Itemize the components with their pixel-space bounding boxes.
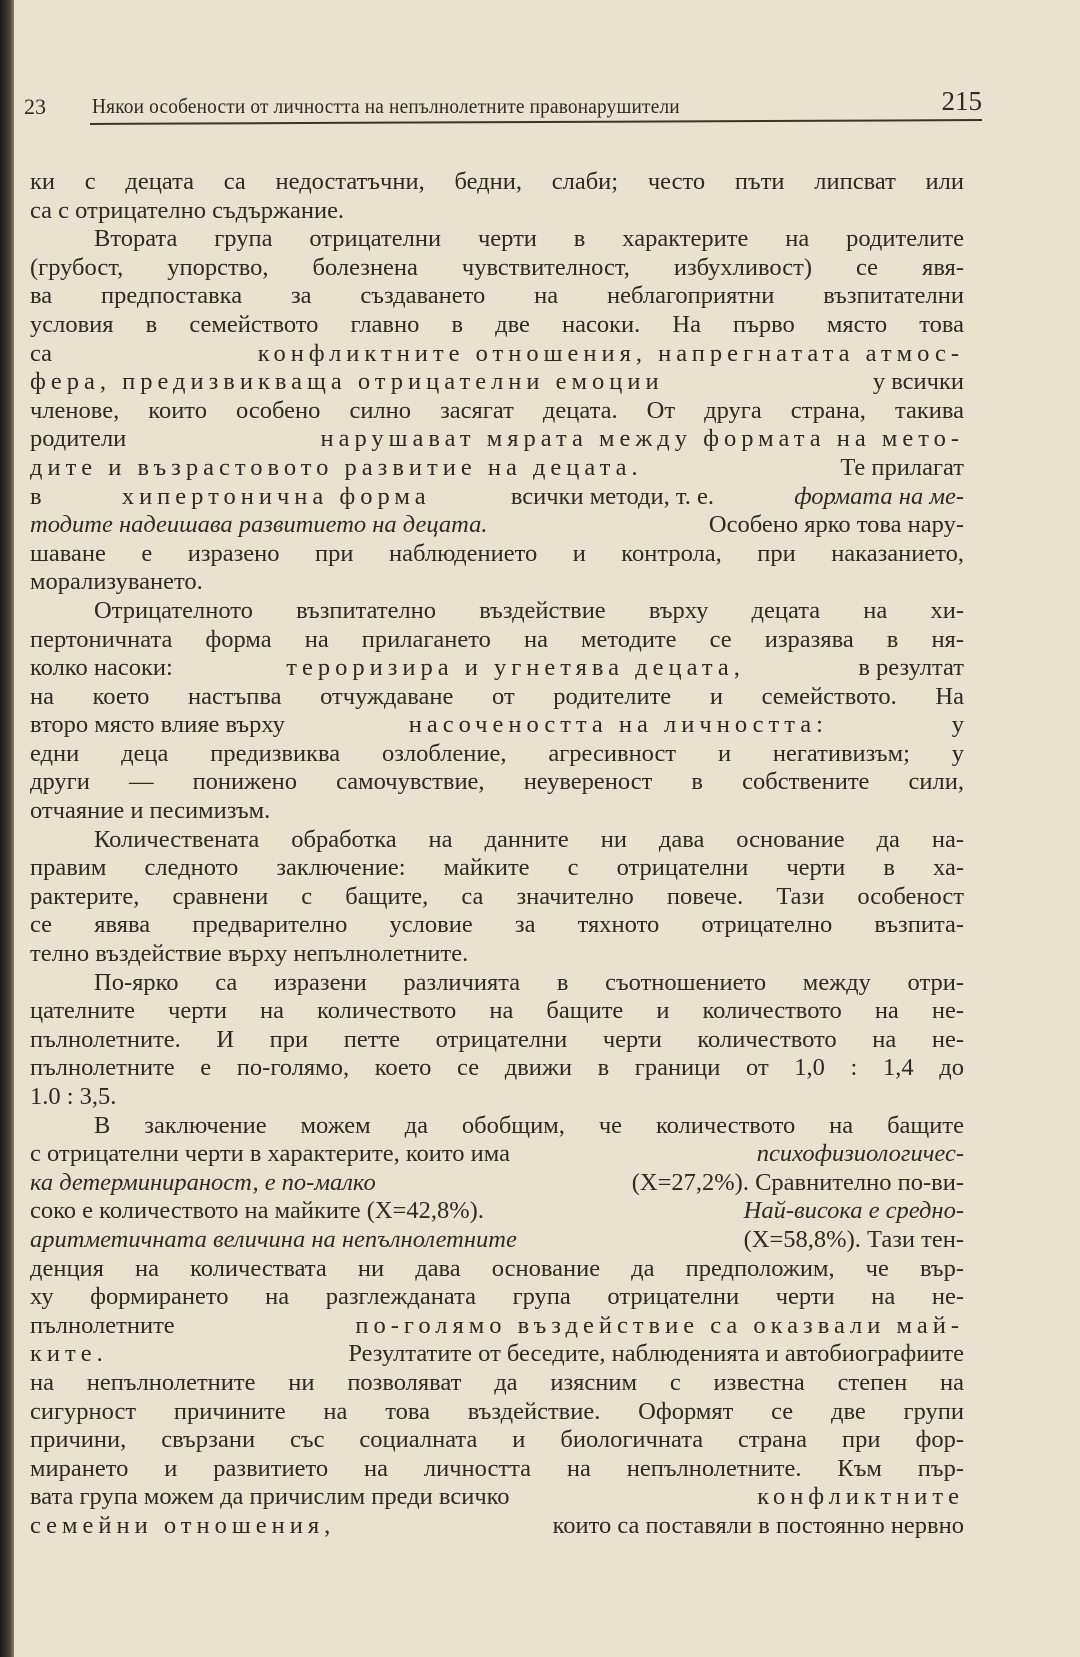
text-segment: По-ярко са изразени различията в съотношението между отри- bbox=[94, 968, 964, 996]
text-segment: пълнолетните bbox=[30, 1311, 181, 1339]
text-segment: телно въздействие върху непълнолетните. bbox=[30, 940, 469, 968]
text-segment: други — понижено самочувствие, неувереност в собствените сили, bbox=[30, 768, 964, 796]
text-line bbox=[30, 969, 964, 998]
text-line bbox=[30, 454, 964, 483]
text-line bbox=[30, 483, 964, 512]
text-segment: денция на количествата ни дава основание да предположим, че вър- bbox=[30, 1254, 964, 1282]
text-segment: у bbox=[945, 711, 964, 739]
text-line bbox=[30, 883, 964, 912]
text-line bbox=[30, 797, 964, 826]
text-segment: пертоничната форма на прилагането на методите се изразява в ня- bbox=[30, 625, 964, 653]
text-segment: (X=27,2%). Сравнително по-ви- bbox=[625, 1168, 964, 1196]
text-segment: условия в семейството главно в две насоки. На първо място това bbox=[30, 310, 964, 338]
text-line bbox=[30, 425, 964, 454]
text-line bbox=[30, 940, 964, 969]
text-segment: които са поставяли в постоянно нервно bbox=[546, 1511, 964, 1539]
text-segment: членове, които особено силно засягат децата. От друга страна, такива bbox=[30, 396, 964, 424]
text-line bbox=[30, 568, 964, 597]
spaced-emphasis-segment: ките. bbox=[30, 1340, 108, 1368]
spaced-emphasis-segment: фера, предизвикваща отрицателни емоции bbox=[30, 368, 664, 396]
text-line bbox=[30, 368, 964, 397]
text-line bbox=[30, 311, 964, 340]
text-line bbox=[30, 1483, 964, 1512]
text-segment: родители bbox=[30, 425, 133, 453]
text-segment: правим следното заключение: майките с отрицателни черти в ха- bbox=[30, 854, 964, 882]
text-segment: у всички bbox=[866, 368, 964, 396]
text-line bbox=[30, 768, 964, 797]
text-line bbox=[30, 826, 964, 855]
text-segment: В заключение можем да обобщим, че количеството на бащите bbox=[94, 1111, 964, 1139]
text-segment: (X=58,8%). Тази тен- bbox=[737, 1225, 964, 1253]
text-segment: пълнолетните. И при петте отрицателни черти количеството на не- bbox=[30, 1025, 964, 1053]
text-line bbox=[30, 1312, 964, 1341]
text-segment: причини, свързани със социалната и биологичната страна при фор- bbox=[30, 1426, 964, 1454]
text-segment: отчаяние и песимизъм. bbox=[30, 797, 271, 825]
text-line bbox=[30, 540, 964, 569]
text-segment: се явява предварително условие за тяхното отрицателно възпита- bbox=[30, 911, 964, 939]
running-header bbox=[24, 86, 982, 122]
text-segment: ва предпоставка за създаването на неблагоприятни възпитателни bbox=[30, 282, 964, 310]
text-line bbox=[30, 1369, 964, 1398]
text-segment: цателните черти на количеството на бащите и количеството на не- bbox=[30, 997, 964, 1025]
spaced-emphasis-segment: дите и възрастовото развитие на децата. bbox=[30, 453, 643, 481]
spaced-emphasis-segment: конфликтните bbox=[757, 1483, 964, 1511]
text-segment: Те прилагат bbox=[834, 453, 964, 481]
text-segment: с отрицателни черти в характерите, които има bbox=[30, 1140, 517, 1168]
text-line bbox=[30, 511, 964, 540]
text-line bbox=[30, 1112, 964, 1141]
text-line bbox=[30, 597, 964, 626]
text-segment: Отрицателното възпитателно въздействие върху децата на хи- bbox=[94, 596, 964, 624]
spaced-emphasis-segment: насочеността на личността: bbox=[408, 711, 828, 739]
spaced-emphasis-segment: тероризира и угнетява децата, bbox=[286, 654, 745, 682]
text-segment: са bbox=[30, 339, 59, 367]
italic-segment: ка детерминираност, е по-малко bbox=[30, 1168, 376, 1196]
italic-segment: Най-висока е средно- bbox=[743, 1197, 964, 1225]
text-line bbox=[30, 1283, 964, 1312]
spaced-emphasis-segment: семейни отношения, bbox=[30, 1511, 336, 1539]
text-segment: пълнолетните е по-голямо, което се движи в граници от 1,0 : 1,4 до bbox=[30, 1054, 964, 1082]
spaced-emphasis-segment: хипертонична форма bbox=[121, 482, 431, 510]
text-segment: вата група можем да причислим преди всичко bbox=[30, 1483, 516, 1511]
text-line bbox=[30, 1169, 964, 1198]
page-number: 215 bbox=[941, 86, 982, 116]
text-segment: 1.0 : 3,5. bbox=[30, 1083, 117, 1110]
text-line bbox=[30, 854, 964, 883]
text-segment: в bbox=[30, 482, 48, 510]
text-segment: соко е количеството на майките (X=42,8%). bbox=[30, 1197, 491, 1225]
text-line bbox=[30, 1026, 964, 1055]
text-segment: са с отрицателно съдържание. bbox=[30, 196, 345, 224]
text-segment: Резултатите от беседите, наблюденията и автобиографиите bbox=[342, 1340, 964, 1368]
text-line bbox=[30, 1140, 964, 1169]
text-segment: рактерите, сравнени с бащите, са значително повече. Тази особеност bbox=[30, 882, 964, 910]
text-line bbox=[30, 711, 964, 740]
text-line bbox=[30, 911, 964, 940]
text-line bbox=[30, 282, 964, 311]
text-segment: Втората група отрицателни черти в характерите на родителите bbox=[94, 225, 964, 253]
text-segment: в резултат bbox=[852, 654, 964, 682]
text-segment: едни деца предизвиква озлобление, агресивност и негативизъм; у bbox=[30, 739, 964, 767]
text-segment: Количествената обработка на данните ни дава основание да на- bbox=[94, 825, 964, 853]
text-line bbox=[30, 997, 964, 1026]
text-line bbox=[30, 1340, 964, 1369]
text-segment: морализуването. bbox=[30, 568, 203, 596]
text-segment: колко насоки: bbox=[30, 654, 179, 682]
italic-segment: формата на ме- bbox=[794, 482, 964, 510]
running-title: Някои особености от личността на непълнолетните правонарушители bbox=[92, 94, 680, 118]
text-line bbox=[30, 626, 964, 655]
spaced-emphasis-segment: по-голямо въздействие са оказвали май- bbox=[355, 1311, 964, 1339]
italic-segment: психофизиологичес- bbox=[756, 1140, 964, 1168]
text-segment: (грубост, упорство, болезнена чувствителност, избухливост) се явя- bbox=[30, 253, 964, 281]
text-line bbox=[30, 397, 964, 426]
text-segment: на което настъпва отчуждаване от родителите и семейството. На bbox=[30, 682, 964, 710]
text-segment: сигурност причините на това въздействие. Оформят се две групи bbox=[30, 1397, 964, 1425]
text-line bbox=[30, 225, 964, 254]
text-line bbox=[30, 1083, 964, 1112]
text-line bbox=[30, 740, 964, 769]
text-line bbox=[30, 168, 964, 197]
text-segment: ху формирането на разглежданата група отрицателни черти на не- bbox=[30, 1283, 964, 1311]
text-line bbox=[30, 340, 964, 369]
spaced-emphasis-segment: нарушават мярата между формата на мето- bbox=[320, 425, 964, 453]
text-segment: мирането и развитието на личността на непълнолетните. Към пър- bbox=[30, 1454, 964, 1482]
text-line bbox=[30, 197, 964, 226]
italic-segment: тодите надеишава развитието на децата. bbox=[30, 511, 488, 539]
text-line bbox=[30, 683, 964, 712]
book-binding-edge bbox=[0, 0, 14, 1657]
body-text bbox=[30, 168, 964, 1541]
text-line bbox=[30, 1398, 964, 1427]
text-segment: на непълнолетните ни позволяват да изясним с известна степен на bbox=[30, 1368, 964, 1396]
text-segment: всички методи, т. е. bbox=[504, 482, 721, 510]
spaced-emphasis-segment: конфликтните отношения, напрегнатата атмос- bbox=[257, 339, 964, 367]
text-segment: Особено ярко това нару- bbox=[702, 511, 964, 539]
text-line bbox=[30, 1054, 964, 1083]
text-segment: ки с децата са недостатъчни, бедни, слаби; често пъти липсват или bbox=[30, 168, 964, 195]
italic-segment: аритметичната величина на непълнолетните bbox=[30, 1225, 517, 1253]
text-line bbox=[30, 254, 964, 283]
text-line bbox=[30, 1455, 964, 1484]
text-line bbox=[30, 654, 964, 683]
text-line bbox=[30, 1426, 964, 1455]
header-left-number: 23 bbox=[24, 94, 46, 119]
text-segment: второ място влияе върху bbox=[30, 711, 292, 739]
text-line bbox=[30, 1197, 964, 1226]
text-line bbox=[30, 1512, 964, 1541]
text-segment: шаване е изразено при наблюдението и контрола, при наказанието, bbox=[30, 539, 964, 567]
text-line bbox=[30, 1226, 964, 1255]
text-line bbox=[30, 1255, 964, 1284]
